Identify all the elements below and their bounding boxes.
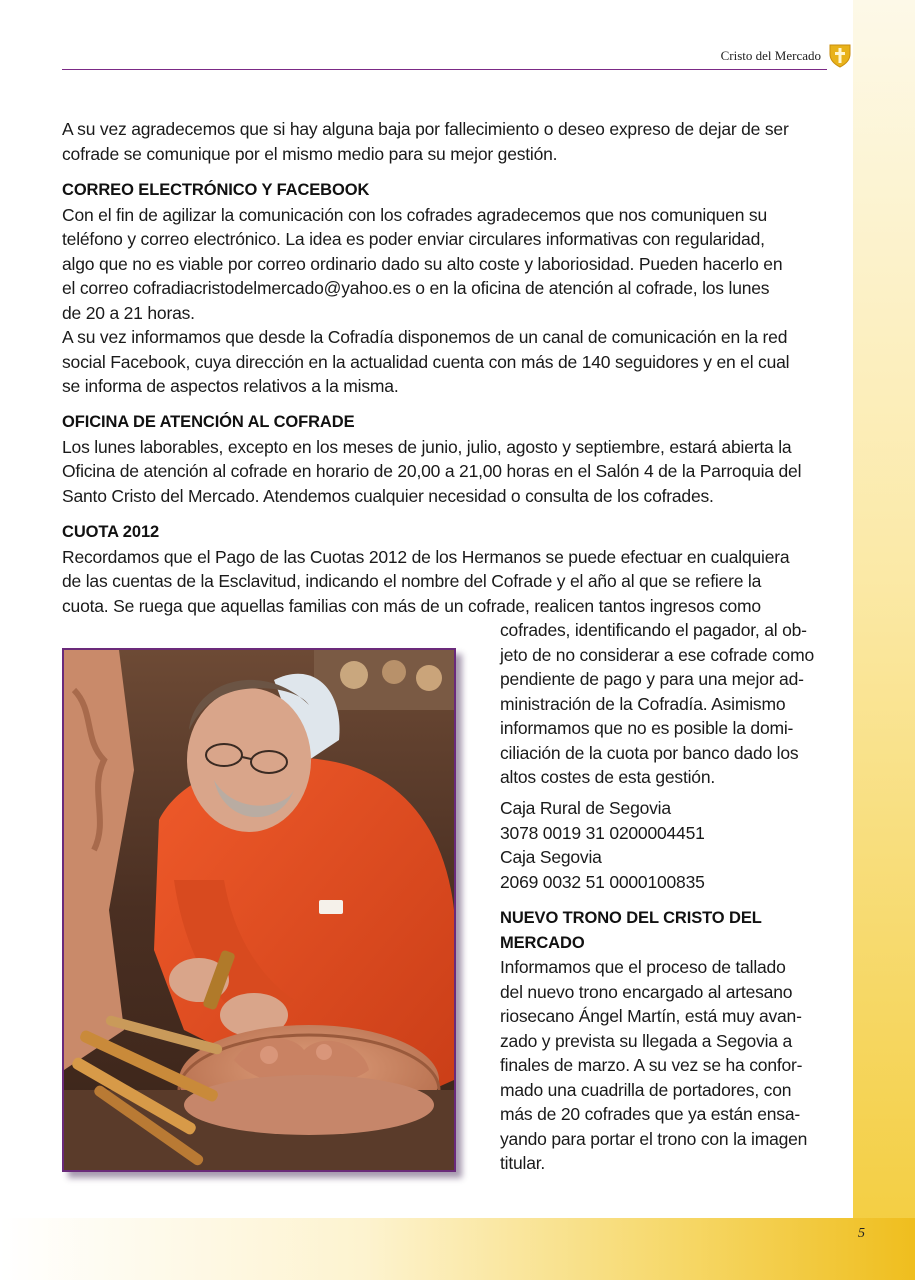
text-line: ciliación de la cuota por banco dado los bbox=[500, 742, 799, 763]
text-line: algo que no es viable por correo ordinario dado su alto coste y laboriosidad. Pueden hacerlo en bbox=[62, 253, 783, 274]
text-line: pendiente de pago y para una mejor ad- bbox=[500, 669, 804, 689]
account-number: 3078 0019 31 0200004451 bbox=[500, 822, 705, 843]
text-line: Los lunes laborables, excepto en los meses de junio, julio, agosto y septiembre, estará abierta la bbox=[62, 436, 792, 457]
text-line: Santo Cristo del Mercado. Atendemos cualquier necesidad o consulta de los cofrades. bbox=[62, 485, 714, 506]
text-line: altos costes de esta gestión. bbox=[500, 767, 716, 787]
bank-accounts bbox=[500, 796, 827, 894]
section-heading: CUOTA 2012 bbox=[62, 523, 160, 541]
section-correo bbox=[62, 178, 827, 399]
text-line: social Facebook, cuya dirección en la actualidad cuenta con más de 140 seguidores y en el cual bbox=[62, 351, 790, 372]
text-line: titular. bbox=[500, 1153, 546, 1173]
text-line: A su vez agradecemos que si hay alguna baja por fallecimiento o deseo expreso de dejar de ser bbox=[62, 119, 789, 139]
section-heading: OFICINA DE ATENCIÓN AL COFRADE bbox=[62, 413, 355, 431]
bank-name: Caja Segovia bbox=[500, 847, 602, 867]
text-line: mado una cuadrilla de portadores, con bbox=[500, 1079, 792, 1100]
text-line: Con el fin de agilizar la comunicación con los cofrades agradecemos que nos comuniquen su bbox=[62, 204, 767, 225]
text-line: informamos que no es posible la domi- bbox=[500, 718, 794, 738]
text-line: el correo cofradiacristodelmercado@yahoo.es o en la oficina de atención al cofrade, los lunes bbox=[62, 278, 770, 298]
running-header-title: Cristo del Mercado bbox=[720, 48, 821, 63]
text-line: Oficina de atención al cofrade en horario de 20,00 a 21,00 horas en el Salón 4 de la Parroquia del bbox=[62, 461, 802, 481]
text-line: cofrades, identificando el pagador, al ob- bbox=[500, 620, 807, 640]
text-line: zado y prevista su llegada a Segovia a bbox=[500, 1030, 793, 1051]
section-oficina bbox=[62, 410, 827, 508]
section-heading: CORREO ELECTRÓNICO Y FACEBOOK bbox=[62, 181, 370, 199]
text-line: finales de marzo. A su vez se ha confor- bbox=[500, 1055, 803, 1075]
text-line: teléfono y correo electrónico. La idea es poder enviar circulares informativas con regularidad, bbox=[62, 229, 765, 249]
craftsman-carving-photo bbox=[62, 648, 456, 1172]
page-number: 5 bbox=[858, 1226, 865, 1241]
bottom-decor-band bbox=[0, 1218, 915, 1280]
section-trono bbox=[500, 906, 827, 1176]
bank-name: Caja Rural de Segovia bbox=[500, 798, 671, 818]
text-line: yando para portar el trono con la imagen bbox=[500, 1128, 808, 1149]
section-heading: MERCADO bbox=[500, 933, 585, 952]
text-line: se informa de aspectos relativos a la misma. bbox=[62, 376, 399, 396]
section-heading: NUEVO TRONO DEL CRISTO DEL bbox=[500, 909, 762, 927]
text-line: ministración de la Cofradía. Asimismo bbox=[500, 693, 786, 714]
intro-paragraph bbox=[62, 117, 827, 166]
text-line: de 20 a 21 horas. bbox=[62, 302, 195, 323]
section-cuota bbox=[62, 520, 827, 618]
text-line: jeto de no considerar a ese cofrade como bbox=[500, 644, 814, 665]
text-line: cuota. Se ruega que aquellas familias con más de un cofrade, realicen tantos ingresos como bbox=[62, 595, 761, 616]
cross-shield-icon bbox=[827, 42, 853, 68]
text-line: Recordamos que el Pago de las Cuotas 2012 de los Hermanos se puede efectuar en cualquiera bbox=[62, 546, 790, 567]
text-line: de las cuentas de la Esclavitud, indicando el nombre del Cofrade y el año al que se refiere la bbox=[62, 571, 762, 591]
text-line: Informamos que el proceso de tallado bbox=[500, 957, 786, 977]
account-number: 2069 0032 51 0000100835 bbox=[500, 871, 705, 892]
text-line: más de 20 cofrades que ya están ensa- bbox=[500, 1104, 801, 1124]
text-line: cofrade se comunique por el mismo medio para su mejor gestión. bbox=[62, 143, 558, 164]
text-line: A su vez informamos que desde la Cofradía disponemos de un canal de comunicación en la red bbox=[62, 327, 788, 347]
text-line: riosecano Ángel Martín, está muy avan- bbox=[500, 1006, 802, 1026]
header-rule bbox=[62, 69, 827, 70]
cuota-column-text bbox=[500, 618, 827, 790]
text-line: del nuevo trono encargado al artesano bbox=[500, 981, 793, 1002]
side-decor-band bbox=[853, 0, 915, 1280]
